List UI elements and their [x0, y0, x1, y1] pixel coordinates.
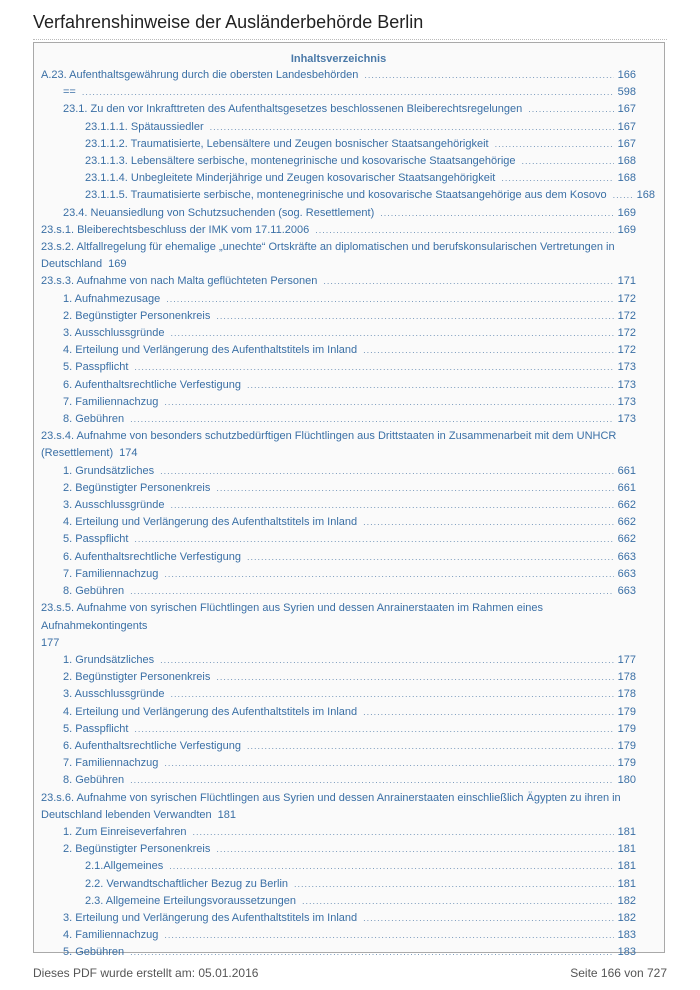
toc-page-number: 179 [617, 722, 636, 735]
toc-entry[interactable] [41, 600, 636, 652]
toc-entry[interactable] [41, 858, 636, 875]
toc-entry[interactable] [41, 927, 636, 944]
dot-leader [363, 704, 614, 721]
toc-entry[interactable] [41, 325, 636, 342]
dot-leader [247, 549, 614, 566]
toc-entry[interactable] [41, 119, 636, 136]
toc-entry-text: 23.1.1.4. Unbegleitete Minderjährige und Zeugen kosovarischer Staatsangehörigkeit [85, 172, 496, 185]
toc-page-number: 168 [636, 189, 655, 202]
toc-entry[interactable] [41, 531, 636, 548]
toc-entry-text: 23.s.1. Bleiberechtsbeschluss der IMK vom 17.11.2006 [41, 223, 310, 236]
toc-page-number: 168 [617, 155, 636, 168]
toc-entry-text: 23.1. Zu den vor Inkrafttreten des Aufenthaltsgesetzes beschlossenen Bleiberechtsregelungen [63, 103, 523, 116]
toc-page-number: 663 [617, 585, 636, 598]
dot-leader [130, 772, 613, 789]
dot-leader [166, 291, 613, 308]
toc-entry[interactable] [41, 514, 636, 531]
dot-leader [130, 944, 613, 961]
toc-entry[interactable] [41, 583, 636, 600]
toc-entry-text: 23.s.6. Aufnahme von syrischen Flüchtlingen aus Syrien und dessen Anrainerstaaten einschließlich Ägypten zu ihren in [41, 791, 621, 804]
dot-leader [216, 841, 613, 858]
dot-leader [160, 652, 614, 669]
dot-leader [216, 480, 613, 497]
toc-entry-text: 23.1.1.1. Spätaussiedler [85, 120, 204, 133]
dot-leader [130, 411, 613, 428]
toc-page-number: 169 [108, 258, 127, 271]
toc-page-number: 183 [617, 929, 636, 942]
toc-entry[interactable] [41, 205, 636, 222]
toc-entry[interactable] [41, 686, 636, 703]
toc-entry[interactable] [41, 101, 636, 118]
toc-entry-text: 7. Familiennachzug [63, 395, 159, 408]
table-of-contents [33, 42, 665, 959]
toc-entry-text: 6. Aufenthaltsrechtliche Verfestigung [63, 550, 241, 563]
toc-entry-text: 1. Grundsätzliches [63, 464, 155, 477]
toc-entry[interactable] [41, 67, 636, 84]
toc-page-number: 662 [617, 499, 636, 512]
toc-page-number: 662 [617, 533, 636, 546]
toc-entry-text: 2.2. Verwandtschaftlicher Bezug zu Berlin [85, 877, 289, 890]
toc-entry[interactable] [41, 704, 636, 721]
toc-page-number: 181 [617, 843, 636, 856]
document-footer [33, 966, 667, 980]
toc-page-number: 169 [617, 206, 636, 219]
toc-page-number: 173 [617, 378, 636, 391]
toc-list [41, 67, 655, 962]
toc-entry[interactable] [41, 876, 636, 893]
toc-page-number: 182 [617, 911, 636, 924]
toc-entry[interactable] [41, 497, 636, 514]
toc-entry-text: 1. Zum Einreiseverfahren [63, 825, 187, 838]
toc-entry-text: 7. Familiennachzug [63, 567, 159, 580]
toc-entry[interactable] [41, 308, 636, 325]
toc-entry-text-continued: Deutschland [41, 258, 103, 271]
dot-leader [363, 342, 614, 359]
dot-leader [134, 721, 613, 738]
toc-page-number: 180 [617, 774, 636, 787]
dot-leader [210, 119, 614, 136]
toc-entry[interactable] [41, 222, 636, 239]
toc-entry-text: 3. Ausschlussgründe [63, 327, 165, 340]
toc-page-number: 173 [617, 395, 636, 408]
toc-entry-text: 23.1.1.5. Traumatisierte serbische, montenegrinische und kosovarische Staatsangehörige aus dem Kosovo [85, 189, 607, 202]
dot-leader [315, 222, 613, 239]
dot-leader [613, 187, 633, 204]
toc-entry-text: 5. Gebühren [63, 946, 125, 959]
toc-entry-text: 7. Familiennachzug [63, 757, 159, 770]
dot-leader [363, 910, 614, 927]
toc-entry-text-continued: Deutschland lebenden Verwandten [41, 808, 212, 821]
dot-leader [169, 858, 613, 875]
toc-page-number: 167 [617, 103, 636, 116]
toc-entry[interactable] [41, 755, 636, 772]
toc-entry[interactable] [41, 239, 636, 273]
dot-leader [528, 101, 613, 118]
toc-entry[interactable] [41, 772, 636, 789]
toc-page-number: 177 [617, 653, 636, 666]
dot-leader [164, 394, 613, 411]
toc-entry-text: 2. Begünstigter Personenkreis [63, 481, 211, 494]
toc-entry[interactable] [41, 790, 636, 824]
dot-leader [294, 876, 614, 893]
dot-leader [82, 84, 614, 101]
toc-entry-text: 3. Ausschlussgründe [63, 688, 165, 701]
dot-leader [171, 686, 614, 703]
toc-page-number: 167 [617, 120, 636, 133]
toc-entry-text: 3. Ausschlussgründe [63, 499, 165, 512]
toc-entry[interactable] [41, 549, 636, 566]
toc-entry[interactable] [41, 738, 636, 755]
toc-page-number: 663 [617, 567, 636, 580]
toc-entry[interactable] [41, 291, 636, 308]
dot-leader [216, 308, 613, 325]
toc-entry[interactable] [41, 153, 636, 170]
dot-leader [171, 325, 614, 342]
dot-leader [171, 497, 614, 514]
toc-page-number: 179 [617, 739, 636, 752]
dot-leader [164, 566, 613, 583]
toc-page-number: 661 [617, 481, 636, 494]
toc-entry[interactable] [41, 841, 636, 858]
toc-page-number: 183 [617, 946, 636, 959]
toc-entry[interactable] [41, 824, 636, 841]
dot-leader [323, 273, 613, 290]
toc-entry[interactable] [41, 893, 636, 910]
toc-entry[interactable] [41, 721, 636, 738]
toc-page-number: 174 [119, 447, 138, 460]
toc-entry[interactable] [41, 187, 655, 204]
toc-page-number: 181 [617, 860, 636, 873]
toc-page-number: 663 [617, 550, 636, 563]
toc-entry-text: 23.s.4. Aufnahme von besonders schutzbedürftigen Flüchtlingen aus Drittstaaten in Zusammenarbeit mit dem UNHCR [41, 430, 617, 443]
toc-entry-text: 1. Grundsätzliches [63, 653, 155, 666]
dot-leader [193, 824, 614, 841]
toc-page-number: 181 [617, 877, 636, 890]
dot-leader [380, 205, 613, 222]
toc-entry-text-continued: 177 [41, 636, 60, 649]
dot-leader [134, 531, 613, 548]
dot-leader [495, 136, 614, 153]
dot-leader [216, 669, 613, 686]
toc-entry-text: 5. Passpflicht [63, 722, 129, 735]
toc-page-number: 178 [617, 688, 636, 701]
toc-entry-text: 23.s.3. Aufnahme von nach Malta geflüchteten Personen [41, 275, 318, 288]
toc-page-number: 173 [617, 361, 636, 374]
toc-entry-text-continued: (Resettlement) [41, 447, 114, 460]
toc-entry[interactable] [41, 480, 636, 497]
toc-entry[interactable] [41, 84, 636, 101]
dot-leader [302, 893, 614, 910]
toc-entry-text: 3. Erteilung und Verlängerung des Aufenthaltstitels im Inland [63, 911, 358, 924]
toc-page-number: 662 [617, 516, 636, 529]
toc-page-number: 661 [617, 464, 636, 477]
toc-entry[interactable] [41, 170, 636, 187]
toc-page-number: 171 [617, 275, 636, 288]
toc-entry-text: 8. Gebühren [63, 585, 125, 598]
toc-entry[interactable] [41, 566, 636, 583]
document-header: Verfahrenshinweise der Ausländerbehörde Berlin [33, 12, 667, 40]
creation-date: Dieses PDF wurde erstellt am: 05.01.2016 [33, 966, 259, 980]
toc-entry-text: 2.3. Allgemeine Erteilungsvoraussetzungen [85, 894, 296, 907]
toc-page-number: 169 [617, 223, 636, 236]
dot-leader [522, 153, 614, 170]
toc-entry[interactable] [41, 910, 636, 927]
toc-page-number: 178 [617, 671, 636, 684]
toc-entry[interactable] [41, 273, 636, 290]
dot-leader [130, 583, 613, 600]
toc-entry[interactable] [41, 394, 636, 411]
dot-leader [160, 463, 614, 480]
toc-entry-text: 8. Gebühren [63, 774, 125, 787]
toc-page-number: 172 [617, 309, 636, 322]
toc-page-number: 181 [617, 825, 636, 838]
toc-entry-text: 1. Aufnahmezusage [63, 292, 161, 305]
dot-leader [247, 377, 614, 394]
toc-entry[interactable] [41, 342, 636, 359]
toc-entry-text: 6. Aufenthaltsrechtliche Verfestigung [63, 739, 241, 752]
dot-leader [164, 755, 613, 772]
toc-entry-text: 4. Erteilung und Verlängerung des Aufenthaltstitels im Inland [63, 516, 358, 529]
toc-entry-text: 23.1.1.2. Traumatisierte, Lebensältere und Zeugen bosnischer Staatsangehörigkeit [85, 137, 489, 150]
toc-entry[interactable] [41, 463, 636, 480]
toc-page-number: 172 [617, 292, 636, 305]
toc-entry[interactable] [41, 944, 636, 961]
dot-leader [501, 170, 613, 187]
toc-entry-text: 2. Begünstigter Personenkreis [63, 671, 211, 684]
toc-entry-text: 23.s.2. Altfallregelung für ehemalige „unechte“ Ortskräfte an diplomatischen und berufskonsularischen Vertretungen in [41, 241, 615, 254]
toc-entry-text: 23.4. Neuansiedlung von Schutzsuchenden (sog. Resettlement) [63, 206, 375, 219]
toc-entry-text: 4. Familiennachzug [63, 929, 159, 942]
toc-entry[interactable] [41, 428, 636, 462]
dot-leader [363, 514, 614, 531]
toc-entry-text: 23.1.1.3. Lebensältere serbische, montenegrinische und kosovarische Staatsangehörige [85, 155, 516, 168]
toc-entry[interactable] [41, 377, 636, 394]
page-number: Seite 166 von 727 [570, 966, 667, 980]
dot-leader [134, 359, 613, 376]
toc-entry-text: 5. Passpflicht [63, 533, 129, 546]
toc-entry[interactable] [41, 136, 636, 153]
toc-title: Inhaltsverzeichnis [290, 53, 387, 65]
toc-entry-text: 4. Erteilung und Verlängerung des Aufenthaltstitels im Inland [63, 705, 358, 718]
toc-entry-text: 6. Aufenthaltsrechtliche Verfestigung [63, 378, 241, 391]
toc-entry-text: 8. Gebühren [63, 413, 125, 426]
toc-page-number: 179 [617, 705, 636, 718]
toc-entry[interactable] [41, 669, 636, 686]
dot-leader [164, 927, 613, 944]
toc-page-number: 172 [617, 327, 636, 340]
toc-page-number: 182 [617, 894, 636, 907]
toc-entry-text: A.23. Aufenthaltsgewährung durch die obersten Landesbehörden [41, 69, 359, 81]
toc-entry[interactable] [41, 652, 636, 669]
toc-entry-text: 4. Erteilung und Verlängerung des Aufenthaltstitels im Inland [63, 344, 358, 357]
toc-entry-text: 2. Begünstigter Personenkreis [63, 309, 211, 322]
toc-entry-text: == [63, 86, 76, 99]
toc-entry-text: 2. Begünstigter Personenkreis [63, 843, 211, 856]
toc-page-number: 173 [617, 413, 636, 426]
dot-leader [247, 738, 614, 755]
dot-leader [364, 67, 613, 84]
toc-page-number: 179 [617, 757, 636, 770]
toc-entry-text: 2.1.Allgemeines [85, 860, 164, 873]
toc-page-number: 166 [617, 69, 636, 81]
toc-page-number: 172 [617, 344, 636, 357]
toc-entry[interactable] [41, 411, 636, 428]
toc-entry[interactable] [41, 359, 636, 376]
toc-page-number: 598 [617, 86, 636, 99]
toc-page-number: 168 [617, 172, 636, 185]
toc-page-number: 167 [617, 137, 636, 150]
toc-entry-text: 5. Passpflicht [63, 361, 129, 374]
toc-page-number: 181 [217, 808, 236, 821]
toc-entry-text: 23.s.5. Aufnahme von syrischen Flüchtlingen aus Syrien und dessen Anrainerstaaten im Rahmen eines Aufnahmekontingents [41, 602, 544, 632]
